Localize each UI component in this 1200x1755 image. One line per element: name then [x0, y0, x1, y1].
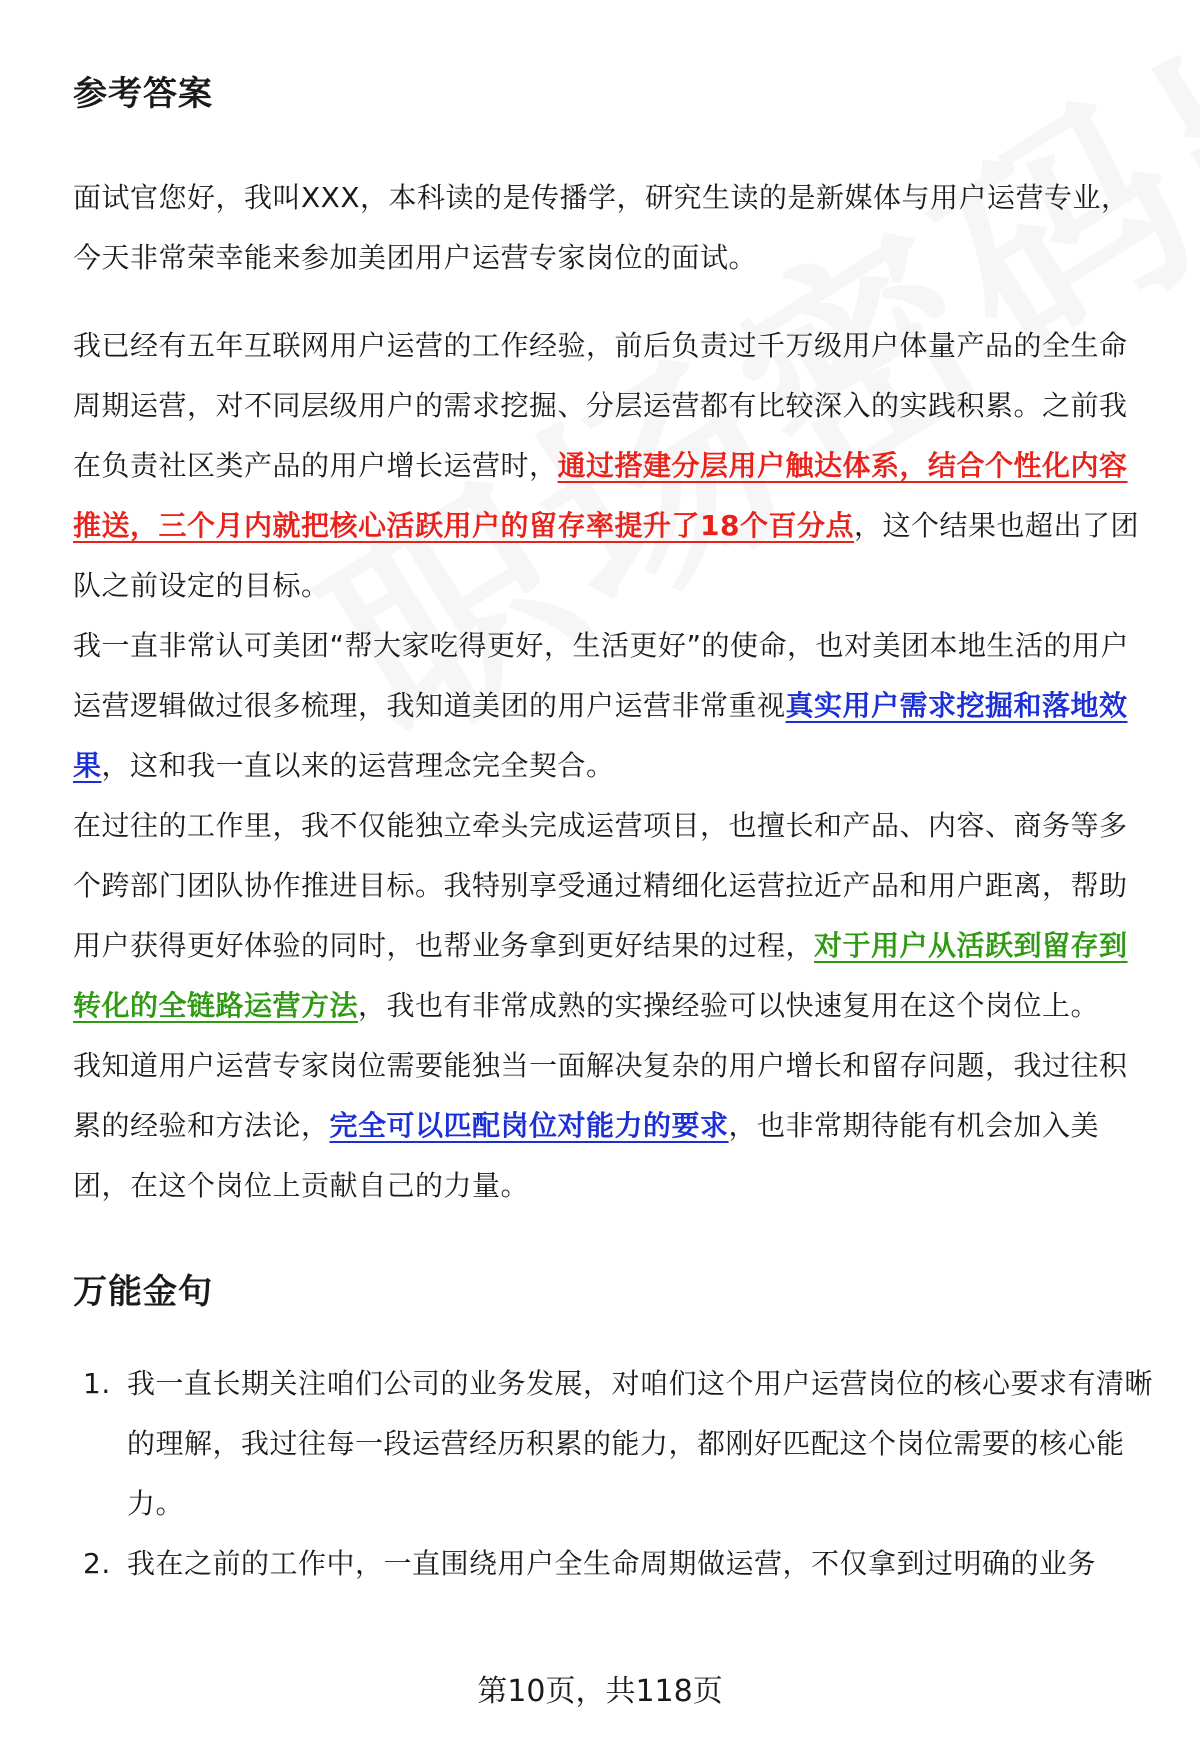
text-segment: ，这和我一直以来的运营理念完全契合。 — [101, 749, 615, 782]
highlight-green: 对于用户从活跃到留存到转化的全链路运营方法 — [73, 929, 1128, 1022]
paragraph-closing — [73, 1036, 1153, 1216]
highlight-blue: 完全可以匹配岗位对能力的要求 — [329, 1109, 729, 1142]
paragraph-experience — [73, 316, 1153, 616]
paragraph-intro: 面试官您好，我叫XXX，本科读的是传播学，研究生读的是新媒体与用户运营专业，今天非常荣幸能来参加美团用户运营专家岗位的面试。 — [73, 181, 1130, 274]
text-segment: ，这个结果也超出了团队之前设定的目标。 — [73, 509, 1139, 602]
highlight-blue: 真实用户需求挖掘和落地效果 — [73, 689, 1128, 782]
paragraph-collaboration — [73, 796, 1153, 1036]
list-item — [73, 1354, 1153, 1534]
list-item — [73, 1534, 1153, 1594]
section-title-answer: 参考答案 — [73, 74, 213, 114]
list-number: 1. — [83, 1367, 111, 1400]
text-segment: ，我也有非常成熟的实操经验可以快速复用在这个岗位上。 — [358, 989, 1100, 1022]
list-number: 2. — [83, 1547, 111, 1580]
text-segment: 在过往的工作里，我不仅能独立牵头完成运营项目，也擅长和产品、内容、商务等多个跨部门团队协作推进目标。我特别享受通过精细化运营拉近产品和用户距离，帮助用户获得更好体验的同时，也帮业务拿到更好结果的过程， — [73, 809, 1128, 962]
text-segment: ，也非常期待能有机会加入美团，在这个岗位上贡献自己的力量。 — [73, 1109, 1100, 1202]
text-segment: 我知道用户运营专家岗位需要能独当一面解决复杂的用户增长和留存问题，我过往积累的经验和方法论， — [73, 1049, 1128, 1142]
page-number: 第10页，共118页 — [477, 1674, 723, 1709]
text-segment: 我一直非常认可美团“帮大家吃得更好，生活更好”的使命，也对美团本地生活的用户运营逻辑做过很多梳理，我知道美团的用户运营非常重视 — [73, 629, 1130, 722]
text-segment: 我已经有五年互联网用户运营的工作经验，前后负责过千万级用户体量产品的全生命周期运营，对不同层级用户的需求挖掘、分层运营都有比较深入的实践积累。之前我在负责社区类产品的用户增长运营时， — [73, 329, 1128, 482]
page-content — [73, 70, 1153, 1594]
golden-sentence-list — [73, 1354, 1153, 1594]
section-title-golden: 万能金句 — [73, 1272, 213, 1312]
paragraph-mission — [73, 616, 1153, 796]
list-text: 我在之前的工作中，一直围绕用户全生命周期做运营，不仅拿到过明确的业务 — [127, 1547, 1097, 1580]
list-text: 我一直长期关注咱们公司的业务发展，对咱们这个用户运营岗位的核心要求有清晰的理解，我过往每一段运营经历积累的能力，都刚好匹配这个岗位需要的核心能力。 — [127, 1367, 1154, 1520]
highlight-red: 通过搭建分层用户触达体系，结合个性化内容推送，三个月内就把核心活跃用户的留存率提升了18个百分点 — [73, 449, 1128, 542]
